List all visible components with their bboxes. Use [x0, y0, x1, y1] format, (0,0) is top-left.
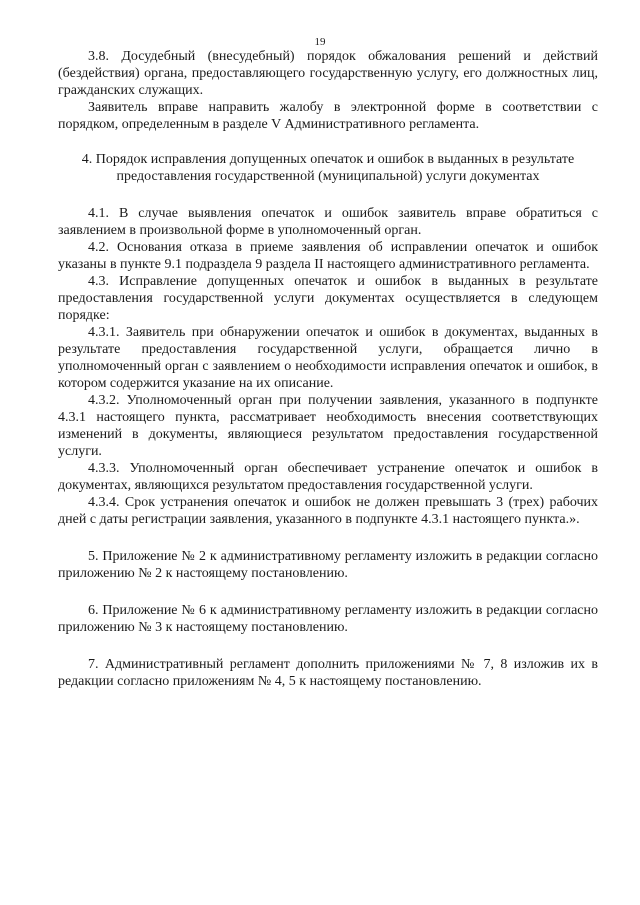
paragraph-4-3-3: 4.3.3. Уполномоченный орган обеспечивает устранение опечаток и ошибок в документах, являющихся результатом предоставления государственной услуги. — [58, 461, 598, 493]
item-6: 6. Приложение № 6 к административному регламенту изложить в редакции согласно приложению № 3 к настоящему постановлению. — [58, 603, 598, 635]
paragraph-4-2: 4.2. Основания отказа в приеме заявления об исправлении опечаток и ошибок указаны в пункте 9.1 подраздела 9 раздела II настоящего административного регламента. — [58, 240, 598, 272]
document-body — [58, 48, 598, 690]
paragraph-4-1: 4.1. В случае выявления опечаток и ошибок заявитель вправе обратиться с заявлением в произвольной форме в уполномоченный орган. — [58, 206, 598, 238]
section-heading: 4. Порядок исправления допущенных опечаток и ошибок в выданных в результате предоставления государственной (муниципальной) услуги документах — [81, 152, 575, 184]
paragraph-4-3-1: 4.3.1. Заявитель при обнаружении опечаток и ошибок в документах, выданных в результате предоставления государственной услуги, обращается лично в уполномоченный орган с заявлением о необходимости исправления опечаток и ошибок, в котором содержится указание на их описание. — [58, 325, 598, 391]
paragraph-complaint: Заявитель вправе направить жалобу в электронной форме в соответствии с порядком, определенным в разделе V Административного регламента. — [58, 100, 598, 132]
item-5: 5. Приложение № 2 к административному регламенту изложить в редакции согласно приложению № 2 к настоящему постановлению. — [58, 549, 598, 581]
paragraph-4-3: 4.3. Исправление допущенных опечаток и ошибок в выданных в результате предоставления государственной услуги документах осуществляется в следующем порядке: — [58, 274, 598, 323]
item-7: 7. Административный регламент дополнить приложениями № 7, 8 изложив их в редакции согласно приложениям № 4, 5 к настоящему постановлению. — [58, 657, 598, 689]
paragraph-4-3-4: 4.3.4. Срок устранения опечаток и ошибок не должен превышать 3 (трех) рабочих дней с даты регистрации заявления, указанного в подпункте 4.3.1 настоящего пункта.». — [58, 495, 598, 527]
paragraph-4-3-2: 4.3.2. Уполномоченный орган при получении заявления, указанного в подпункте 4.3.1 настоящего пункта, рассматривает необходимость внесения соответствующих изменений в документы, являющиеся результатом предоставления государственной услуги. — [58, 393, 598, 459]
page-number: 19 — [314, 36, 326, 48]
paragraph-3-8: 3.8. Досудебный (внесудебный) порядок обжалования решений и действий (бездействия) органа, предоставляющего государственную услугу, его должностных лиц, гражданских служащих. — [58, 49, 598, 98]
